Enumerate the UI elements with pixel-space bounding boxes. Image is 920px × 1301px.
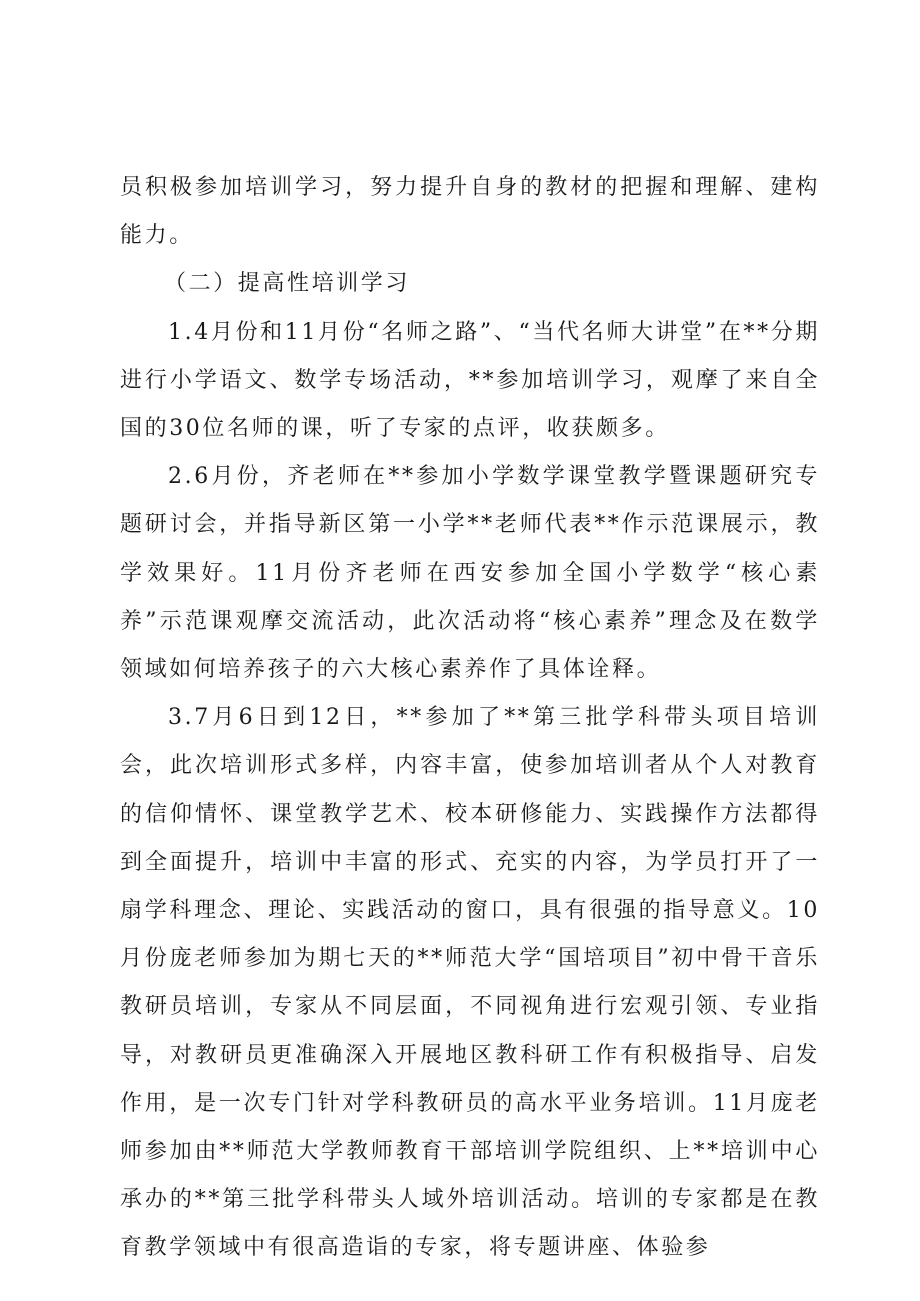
paragraph-continuation: 员积极参加培训学习，努力提升自身的教材的把握和理解、建构能力。 — [120, 175, 820, 249]
document-body — [120, 164, 820, 1273]
paragraph-item-2: 2.6月份，齐老师在**参加小学数学课堂教学暨课题研究专题研讨会，并指导新区第一小学**老师代表**作示范课展示，教学效果好。11月份齐老师在西安参加全国小学数学“核心素养”示范课观摩交流活动，此次活动将“核心素养”理念及在数学领域如何培养孩子的六大核心素养作了具体诠释。 — [120, 464, 820, 683]
paragraph-item-3: 3.7月6日到12日，**参加了**第三批学科带头项目培训会，此次培训形式多样，内容丰富，使参加培训者从个人对教育的信仰情怀、课堂教学艺术、校本研修能力、实践操作方法都得到全面提升，培训中丰富的形式、充实的内容，为学员打开了一扇学科理念、理论、实践活动的窗口，具有很强的指导意义。10月份庞老师参加为期七天的**师范大学“国培项目”初中骨干音乐教研员培训，专家从不同层面，不同视角进行宏观引领、专业指导，对教研员更准确深入开展地区教科研工作有积极指导、启发作用，是一次专门针对学科教研员的高水平业务培训。11月庞老师参加由**师范大学教师教育干部培训学院组织、上**培训中心承办的**第三批学科带头人域外培训活动。培训的专家都是在教育教学领域中有很高造诣的专家，将专题讲座、体验参 — [120, 705, 820, 1261]
section-heading: （二）提高性培训学习 — [164, 271, 411, 297]
paragraph-item-1: 1.4月份和11月份“名师之路”、“当代名师大讲堂”在**分期进行小学语文、数学专场活动，**参加培训学习，观摩了来自全国的30位名师的课，听了专家的点评，收获颇多。 — [120, 319, 820, 442]
